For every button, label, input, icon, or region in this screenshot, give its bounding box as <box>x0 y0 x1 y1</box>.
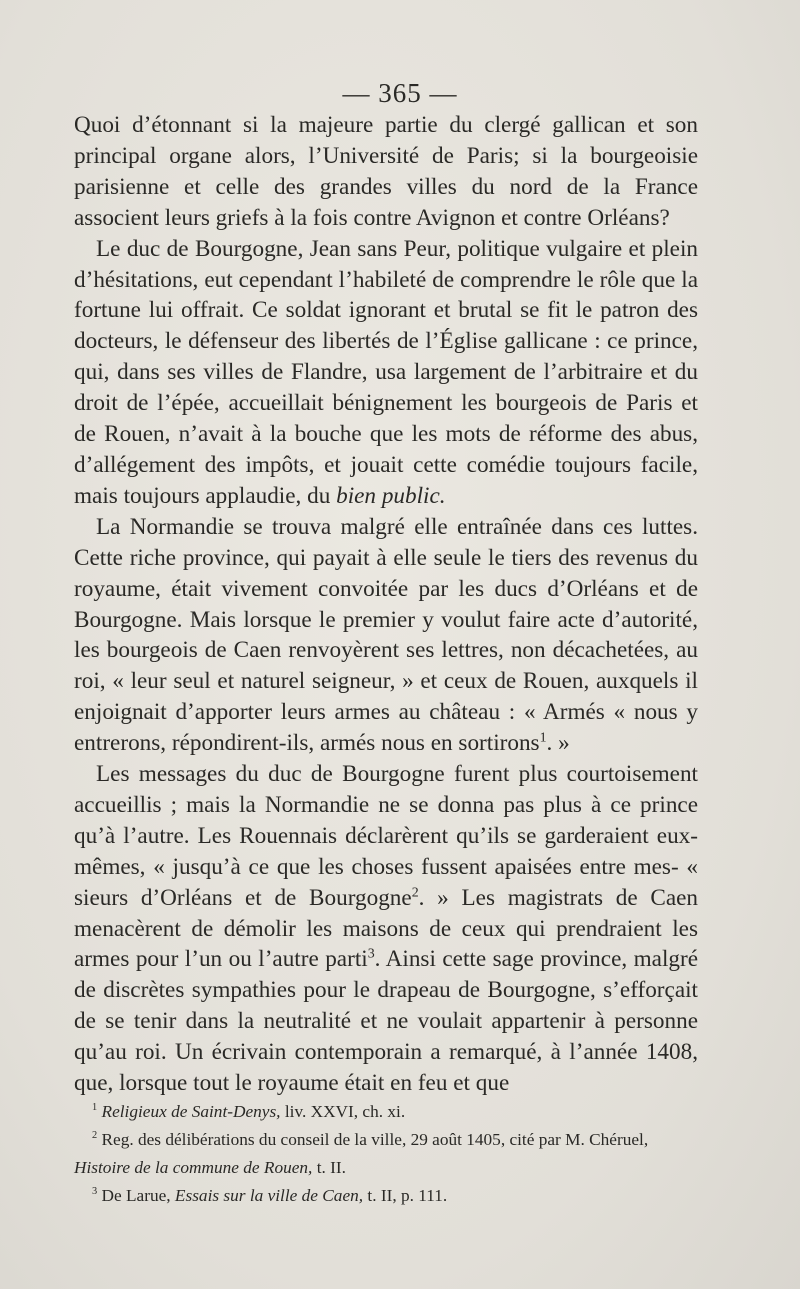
page-number: — 365 — <box>342 78 458 108</box>
paragraph-4: Les messages du duc de Bourgogne furent plus courtoisement accueillis ; mais la Normandie ne se donna pas plus à ce prince qu’à l’autre. Les Rouennais déclarèrent qu’ils se garderaient eux-mêmes, « jusqu’à ce que les choses fussent apaisées entre mes- « sieurs d’Orléans et de Bourgogne$^2$. » Les magistrats de Caen menacèrent de démolir les maisons de ceux qui prendraient les armes pour l’un ou l’autre parti$^3$. Ainsi cette sage province, malgré de discrètes sympathies pour le drapeau de Bourgogne, s’efforçait de se tenir dans la neutralité et ne voulait appartenir à personne qu’au roi. Un écrivain contemporain a remarqué, à l’année 1408, que, lorsque tout le royaume était en feu et que <box>74 761 698 1097</box>
footnote-ref-3: 3 <box>367 946 375 962</box>
paragraph-3: La Normandie se trouva malgré elle entraînée dans ces luttes. Cette riche province, qui payait à elle seule le tiers des revenus du royaume, était vivement convoitée par les ducs d’Orléans et de Bourgogne. Mais lorsque le premier y voulut faire acte d’autorité, les bourgeois de Caen renvoyèrent ses lettres, non décachetées, au roi, « leur seul et naturel seigneur, » et ceux de Rouen, auxquels il enjoignait d’apporter leurs armes au château : « Armés « nous y entrerons, répondirent-ils, armés nous en sortirons$^1$. » <box>74 513 698 757</box>
footnote-1: $^1$ Religieux de Saint-Denys, liv. XXVI, ch. xi. <box>92 1102 406 1121</box>
footnote-2: $^2$ Reg. des délibérations du conseil de la ville, 29 août 1405, cité par M. Chéruel, Histoire de la commune de Rouen, t. II. <box>74 1130 649 1177</box>
footnote-ref-2: 2 <box>411 884 419 900</box>
footnote-ref-1: 1 <box>539 730 547 746</box>
footnote-3: $^3$ De Larue, Essais sur la ville de Caen, t. II, p. 111. <box>92 1186 448 1205</box>
italic-phrase: bien public. <box>336 482 446 509</box>
paragraph-2: Le duc de Bourgogne, Jean sans Peur, politique vulgaire et plein d’hésitations, eut cependant l’habileté de comprendre le rôle que la fortune lui offrait. Ce soldat ignorant et brutal se fit le patron des docteurs, le défenseur des libertés de l’Église gallicane : ce prince, qui, dans ses villes de Flandre, usa largement de l’arbitraire et du droit de l’épée, accueillait bénignement les bourgeois de Paris et de Rouen, n’avait à la bouche que les mots de réforme des abus, d’allégement des impôts, et jouait cette comédie toujours facile, mais toujours applaudie, du bien public. <box>74 235 698 509</box>
paragraph-1: Quoi d’étonnant si la majeure partie du clergé gallican et son principal organe alors, l’Université de Paris; si la bourgeoisie parisienne et celle des grandes villes du nord de la France associent leurs griefs à la fois contre Avignon et contre Orléans? <box>74 112 698 231</box>
footnotes <box>74 1098 698 1210</box>
main-text <box>74 110 698 1099</box>
